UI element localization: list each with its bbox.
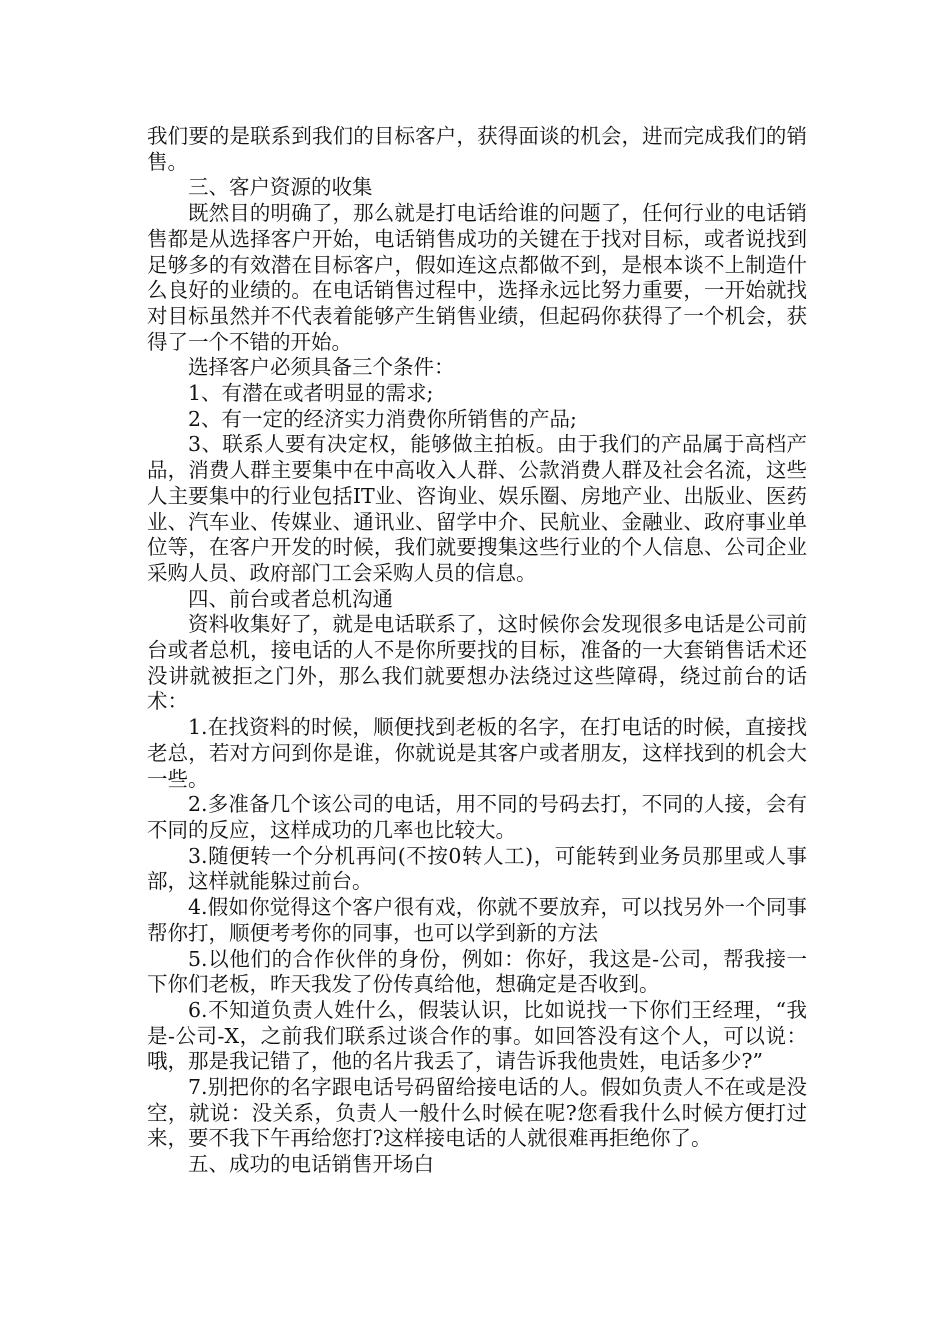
list-item: 1.在找资料的时候，顺便找到老板的名字，在打电话的时候，直接找老总，若对方问到你是谁，你就说是其客户或者朋友，这样找到的机会大一些。 (147, 715, 807, 791)
list-item: 1、有潜在或者明显的需求; (188, 381, 434, 406)
section-heading-4: 四、前台或者总机沟通 (188, 586, 393, 611)
section-heading-5: 五、成功的电话销售开场白 (188, 1152, 434, 1177)
list-item: 6.不知道负责人姓什么，假装认识，比如说找一下你们王经理，“我是-公司-X，之前我们联系过谈合作的事。如回答没有这个人，可以说：哦，那是我记错了，他的名片我丢了，请告诉我他贵姓，电话多少?” (147, 997, 807, 1074)
section-heading-3: 三、客户资源的收集 (188, 175, 373, 200)
list-item: 7.别把你的名字跟电话号码留给接电话的人。假如负责人不在或是没空，就说：没关系，负责人一般什么时候在呢?您看我什么时候方便打过来，要不我下午再给您打?这样接电话的人就很难再拒绝你了。 (147, 1075, 807, 1151)
list-item: 4.假如你觉得这个客户很有戏，你就不要放弃，可以找另外一个同事帮你打，顺便考考你的同事，也可以学到新的方法 (147, 895, 807, 945)
paragraph: 既然目的明确了，那么就是打电话给谁的问题了，任何行业的电话销售都是从选择客户开始，电话销售成功的关键在于找对目标，或者说找到足够多的有效潜在目标客户，假如连这点都做不到，是根本谈不上制造什么良好的业绩的。在电话销售过程中，选择永远比努力重要，一开始就找对目标虽然并不代表着能够产生销售业绩，但起码你获得了一个机会，获得了一个不错的开始。 (147, 201, 807, 354)
paragraph: 资料收集好了，就是电话联系了，这时候你会发现很多电话是公司前台或者总机，接电话的人不是你所要找的目标，准备的一大套销售话术还没讲就被拒之门外，那么我们就要想办法绕过这些障碍，绕过前台的话术： (147, 612, 807, 714)
paragraph-continuation: 我们要的是联系到我们的目标客户，获得面谈的机会，进而完成我们的销售。 (147, 124, 807, 174)
list-item: 2、有一定的经济实力消费你所销售的产品; (188, 406, 577, 431)
list-item: 3、联系人要有决定权，能够做主拍板。由于我们的产品属于高档产品，消费人群主要集中在中高收入人群、公款消费人群及社会名流，这些人主要集中的行业包括IT业、咨询业、娱乐圈、房地产业、出版业、医药业、汽车业、传媒业、通讯业、留学中介、民航业、金融业、政府事业单位等，在客户开发的时候，我们就要搜集这些行业的个人信息、公司企业采购人员、政府部门工会采购人员的信息。 (147, 432, 807, 585)
list-item: 2.多准备几个该公司的电话，用不同的号码去打，不同的人接，会有不同的反应，这样成功的几率也比较大。 (147, 792, 807, 842)
paragraph: 选择客户必须具备三个条件： (188, 355, 455, 380)
list-item: 3.随便转一个分机再问(不按0转人工)，可能转到业务员那里或人事部，这样就能躲过前台。 (147, 843, 807, 894)
list-item: 5.以他们的合作伙伴的身份，例如：你好，我这是-公司，帮我接一下你们老板，昨天我发了份传真给他，想确定是否收到。 (147, 946, 807, 997)
document-body (147, 124, 807, 1178)
